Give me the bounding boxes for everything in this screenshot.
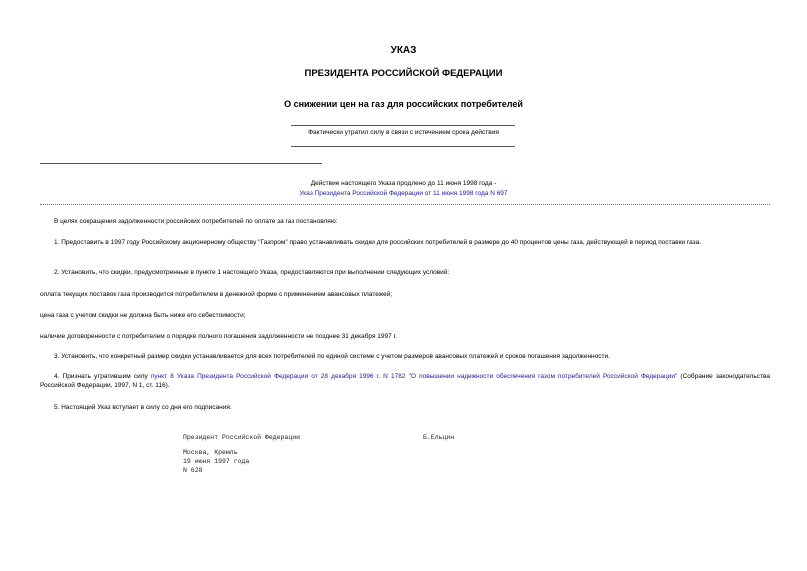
document-issuer: ПРЕЗИДЕНТА РОССИЙСКОЙ ФЕДЕРАЦИИ [304, 68, 503, 79]
paragraph-3: 3. Установить, что конкретный размер скидки устанавливается для всех потребителей по единой системе с учетом размеров авансовых платежей и сроков погашения задолженности. [54, 353, 610, 360]
extension-link[interactable]: Указ Президента Российской Федерации от 11 июня 1998 года N 697 [299, 190, 508, 197]
paragraph-2: 2. Установить, что скидки, предусмотренные в пункте 1 настоящего Указа, предоставляются при выполнении следующих условий: [54, 269, 450, 276]
extension-note: Действие настоящего Указа продлено до 11 июня 1998 года - [310, 180, 497, 187]
intro-paragraph: В целях сокращения задолженности российских потребителей по оплате за газ постановляю: [54, 218, 338, 225]
repealed-decree-link[interactable]: пункт 8 Указа Президента Российской Федерации от 28 декабря 1996 г. N 1782 "О повышении надежности обеспечения газом потребителей Российской Федерации" [150, 373, 678, 380]
status-bottom-rule [291, 146, 515, 147]
signature-position: Президент Российской Федерации [183, 434, 301, 441]
signature-number: N 628 [183, 467, 203, 474]
section-divider [40, 163, 322, 164]
status-top-rule [291, 125, 515, 126]
status-note: Фактически утратил силу в связи с истечением срока действия [308, 129, 499, 136]
condition-3: наличие договоренности с потребителем о порядке полного погашения задолженности не позднее 31 декабря 1997 г. [40, 333, 397, 340]
signature-date: 19 июня 1997 года [183, 458, 250, 465]
signature-name: Б.Ельцин [423, 434, 455, 441]
paragraph-4 [40, 372, 770, 390]
signature-place: Москва, Кремль [183, 449, 238, 456]
document-title: УКАЗ [390, 45, 417, 56]
paragraph-1: 1. Предоставить в 1997 году Российскому акционерному обществу "Газпром" право устанавливать скидки для российских потребителей в размере до 40 процентов цены газа, действующей в период поставки газа. [54, 239, 702, 246]
header-divider [40, 204, 770, 205]
condition-1: оплата текущих поставок газа производится потребителем в денежной форме с применением авансовых платежей; [40, 291, 393, 298]
condition-2: цена газа с учетом скидки не должна быть ниже его себестоимости; [40, 312, 246, 319]
paragraph-4-suffix: (Собрание законодательства Российской Федерации, 1997, N 1, ст. 116). [40, 373, 770, 389]
document-subject: О снижении цен на газ для российских потребителей [284, 99, 523, 109]
paragraph-5: 5. Настоящий Указ вступает в силу со дня его подписания. [54, 404, 232, 411]
paragraph-4-prefix: 4. Признать утратившим силу [54, 373, 151, 380]
